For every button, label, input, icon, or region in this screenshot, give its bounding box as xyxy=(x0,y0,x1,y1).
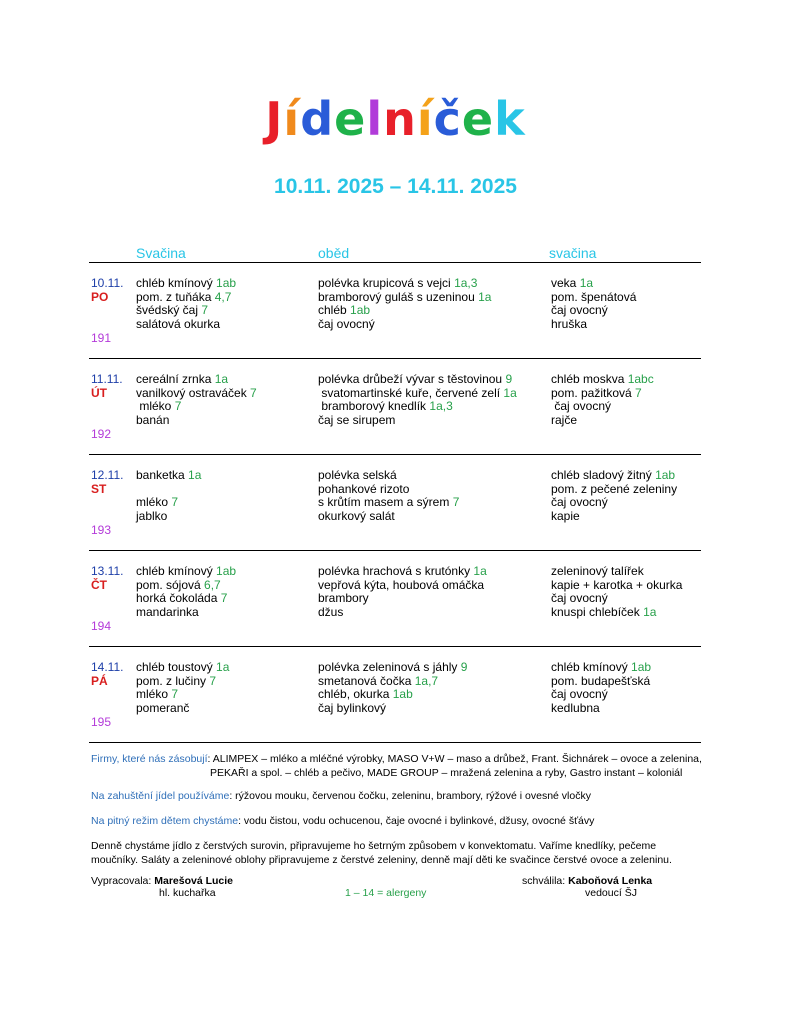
allergen-codes: 6,7 xyxy=(204,577,221,592)
menu-item-text: chléb kmínový xyxy=(136,564,217,578)
menu-item xyxy=(136,373,257,387)
allergen-codes: 1a xyxy=(214,372,229,386)
menu-item-text: pom. z lučiny xyxy=(136,673,210,688)
date-range: 10.11. 2025 – 14.11. 2025 xyxy=(274,175,517,198)
lunch-items xyxy=(318,565,487,619)
title-letter: l xyxy=(366,92,384,146)
menu-item xyxy=(551,291,636,305)
menu-item-text: čaj ovocný xyxy=(551,399,612,414)
afternoon-snack-items xyxy=(551,277,636,331)
menu-item-text: čaj ovocný xyxy=(551,687,608,702)
menu-title xyxy=(0,92,791,146)
day-block xyxy=(0,273,791,369)
allergen-codes: 7 xyxy=(220,591,228,606)
allergen-codes: 1ab xyxy=(216,276,237,290)
menu-item-text: pom. sójová xyxy=(136,577,205,592)
day-block xyxy=(0,561,791,657)
menu-item xyxy=(136,592,236,606)
menu-item xyxy=(318,469,459,483)
suppliers-text-2: PEKAŘI a spol. – chléb a pečivo, MADE GROUP – mražená zelenina a ryby, Gastro instant – koloniál xyxy=(210,766,683,779)
menu-item xyxy=(318,606,487,620)
menu-item xyxy=(551,318,636,332)
afternoon-snack-items xyxy=(551,373,654,427)
lunch-items xyxy=(318,469,459,523)
menu-item xyxy=(318,318,491,332)
menu-item-text: veka xyxy=(551,276,580,290)
allergen-codes: 1a xyxy=(188,468,202,482)
menu-item-text: hruška xyxy=(551,316,588,331)
title-letter: k xyxy=(494,92,526,146)
menu-item xyxy=(318,483,459,497)
allergen-codes: 1a xyxy=(643,604,657,619)
title-letter: í xyxy=(283,92,301,146)
menu-item xyxy=(551,661,651,675)
day-block xyxy=(0,465,791,561)
day-number: 195 xyxy=(91,715,112,729)
menu-item-text: kedlubna xyxy=(551,700,600,715)
menu-item xyxy=(136,565,236,579)
menu-item-text: cereální zrnka xyxy=(136,372,215,386)
menu-item-text: chléb toustový xyxy=(136,660,217,674)
menu-item xyxy=(551,592,682,606)
morning-snack-items xyxy=(136,565,236,619)
menu-item xyxy=(551,483,677,497)
menu-item-text: mandarinka xyxy=(136,604,199,619)
menu-item xyxy=(318,510,459,524)
menu-item xyxy=(136,510,201,524)
menu-item-text: vanilkový ostraváček xyxy=(136,385,251,400)
menu-item xyxy=(136,661,229,675)
menu-item-text: pom. špenátová xyxy=(551,289,637,304)
allergen-codes: 1ab xyxy=(350,303,371,318)
allergen-codes: 1a,3 xyxy=(454,276,478,290)
menu-item xyxy=(551,510,677,524)
day-name: ČT xyxy=(91,577,107,592)
menu-item-text: bramborový knedlík xyxy=(318,399,430,414)
menu-item xyxy=(551,277,636,291)
menu-item-text: pohankové rizoto xyxy=(318,481,410,496)
menu-item-text: čaj ovocný xyxy=(551,591,608,606)
day-name: PÁ xyxy=(91,673,108,688)
menu-item xyxy=(136,400,257,414)
menu-item xyxy=(136,496,201,510)
thicken-text: : rýžovou mouku, červenou čočku, zeleninu, brambory, rýžové i ovesné vločky xyxy=(229,790,591,802)
prepared-label: Vypracovala: xyxy=(91,875,155,887)
prepared-name: Marešová Lucie xyxy=(154,875,234,887)
menu-item-text: čaj bylinkový xyxy=(318,700,387,715)
menu-item xyxy=(551,304,636,318)
menu-item xyxy=(136,304,236,318)
menu-item-text: polévka krupicová s vejci xyxy=(318,276,455,290)
menu-item xyxy=(318,579,487,593)
menu-item xyxy=(136,291,236,305)
menu-item xyxy=(318,702,467,716)
morning-snack-items xyxy=(136,469,201,523)
drink-text: : vodu čistou, vodu ochucenou, čaje ovocné i bylinkové, džusy, ovocné šťávy xyxy=(238,815,595,827)
menu-item-text: zeleninový talířek xyxy=(551,564,644,578)
kitchen-note-line-1: Denně chystáme jídlo z čerstvých surovin, připravujeme ho šetrným způsobem v konvektomatu. Vaříme knedlíky, pečeme xyxy=(91,840,657,852)
day-name: PO xyxy=(91,289,109,304)
menu-item xyxy=(136,579,236,593)
afternoon-snack-items xyxy=(551,469,677,523)
menu-item xyxy=(318,400,517,414)
menu-item-text: pom. budapešťská xyxy=(551,673,651,688)
allergen-codes: 1ab xyxy=(631,660,652,674)
day-date: 10.11. xyxy=(91,276,124,290)
menu-item-text: brambory xyxy=(318,591,369,606)
menu-item-text: jablko xyxy=(136,508,168,523)
menu-item-text: čaj ovocný xyxy=(551,303,608,318)
allergen-codes: 7 xyxy=(635,385,642,400)
allergen-codes: 4,7 xyxy=(214,289,232,304)
menu-item-text: kapie + karotka + okurka xyxy=(551,577,683,592)
menu-item xyxy=(551,688,651,702)
menu-item xyxy=(551,414,654,428)
day-block xyxy=(0,657,791,753)
approved-name: Kaboňová Lenka xyxy=(568,875,653,887)
menu-item xyxy=(136,277,236,291)
title-letter: d xyxy=(300,92,335,146)
menu-item-text: chléb moskva xyxy=(551,372,628,386)
menu-item-text: vepřová kýta, houbová omáčka xyxy=(318,577,485,592)
menu-item xyxy=(318,387,517,401)
allergen-codes: 7 xyxy=(452,495,460,510)
day-number: 191 xyxy=(91,331,112,345)
menu-item xyxy=(551,387,654,401)
menu-item-text: bramborový guláš s uzeninou xyxy=(318,289,479,304)
allergen-codes: 7 xyxy=(250,385,257,400)
menu-item-text: svatomartinské kuře, červené zelí xyxy=(318,385,504,400)
approved-role: vedoucí ŠJ xyxy=(585,887,637,899)
menu-item xyxy=(551,496,677,510)
menu-item-text: okurkový salát xyxy=(318,508,395,523)
menu-item xyxy=(136,483,201,497)
kitchen-note-line-2: moučníky. Saláty a zeleninové oblohy připravujeme z čerstvé zeleniny, denně mají děti ke svačince čerstvé ovoce a zeleninu. xyxy=(91,853,672,866)
suppliers-text: : ALIMPEX – mléko a mléčné výrobky, MASO V+W – maso a drůbež, Frant. Šichnárek – ovoce a zelenina, xyxy=(207,753,702,765)
day-date: 13.11. xyxy=(91,564,124,578)
allergen-codes: 1a,7 xyxy=(414,673,439,688)
menu-item-text: čaj se sirupem xyxy=(318,412,396,427)
menu-item xyxy=(136,414,257,428)
allergen-codes: 7 xyxy=(201,303,209,318)
menu-item-text: polévka selská xyxy=(318,468,397,482)
menu-item-text: knuspi chlebíček xyxy=(551,604,644,619)
title-letter: í xyxy=(416,92,434,146)
day-number: 193 xyxy=(91,523,112,537)
menu-item-text: čaj ovocný xyxy=(318,316,375,331)
afternoon-snack-items xyxy=(551,661,651,715)
lunch-items xyxy=(318,661,467,715)
menu-item-text: džus xyxy=(318,604,344,619)
menu-item-text: mléko xyxy=(136,687,172,702)
morning-snack-items xyxy=(136,277,236,331)
title-letter: e xyxy=(334,92,367,146)
day-block xyxy=(0,369,791,465)
menu-item-text: polévka drůbeží vývar s těstovinou xyxy=(318,372,506,386)
kitchen-note xyxy=(91,840,672,867)
menu-item xyxy=(551,400,654,414)
lunch-items xyxy=(318,373,517,427)
allergen-codes: 9 xyxy=(505,372,513,386)
day-date: 14.11. xyxy=(91,660,124,674)
menu-item-text: s krůtím masem a sýrem xyxy=(318,495,453,510)
menu-item-text: chléb xyxy=(318,303,351,318)
menu-item-text: smetanová čočka xyxy=(318,673,415,688)
menu-item xyxy=(136,387,257,401)
menu-item xyxy=(318,277,491,291)
menu-item xyxy=(318,661,467,675)
menu-item-text: kapie xyxy=(551,508,580,523)
menu-item xyxy=(318,688,467,702)
column-header-lunch: oběd xyxy=(318,245,350,261)
column-header-morning-snack: Svačina xyxy=(136,245,186,261)
menu-item xyxy=(318,675,467,689)
allergen-legend: 1 – 14 = alergeny xyxy=(345,887,427,899)
menu-item xyxy=(551,675,651,689)
thicken-label: Na zahuštění jídel používáme xyxy=(91,790,230,802)
menu-item xyxy=(551,606,682,620)
menu-item xyxy=(136,675,229,689)
menu-item-text: polévka zeleninová s jáhly xyxy=(318,660,461,674)
menu-item-text: pom. z pečené zeleniny xyxy=(551,481,678,496)
menu-item-text: salátová okurka xyxy=(136,316,221,331)
menu-item-text: mléko xyxy=(136,495,172,510)
menu-item xyxy=(136,318,236,332)
allergen-codes: 1abc xyxy=(627,372,654,386)
allergen-codes: 1ab xyxy=(392,687,413,702)
morning-snack-items xyxy=(136,373,257,427)
allergen-codes: 1ab xyxy=(216,564,237,578)
menu-item-text: polévka hrachová s krutónky xyxy=(318,564,474,578)
allergen-codes: 1a xyxy=(473,564,487,578)
suppliers-note xyxy=(91,753,702,780)
allergen-codes: 7 xyxy=(171,687,179,702)
menu-item xyxy=(318,304,491,318)
allergen-codes: 9 xyxy=(460,660,468,674)
lunch-items xyxy=(318,277,491,331)
allergen-codes: 7 xyxy=(209,673,217,688)
drink-label: Na pitný režim dětem chystáme xyxy=(91,815,239,827)
menu-item-text: pom. z tuňáka xyxy=(136,289,215,304)
menu-item xyxy=(318,414,517,428)
allergen-codes: 7 xyxy=(174,399,182,414)
menu-item xyxy=(318,496,459,510)
menu-item-text: chléb kmínový xyxy=(551,660,632,674)
menu-item-text: čaj ovocný xyxy=(551,495,608,510)
menu-item-text: pom. pažitková xyxy=(551,385,636,400)
menu-item xyxy=(136,606,236,620)
day-date: 11.11. xyxy=(91,372,123,386)
menu-item xyxy=(551,565,682,579)
menu-item xyxy=(551,579,682,593)
divider xyxy=(89,262,701,263)
title-letter: č xyxy=(433,92,462,146)
menu-item-text: chléb, okurka xyxy=(318,687,393,702)
menu-item xyxy=(318,291,491,305)
menu-item xyxy=(551,702,651,716)
day-name: ÚT xyxy=(91,385,107,400)
day-date: 12.11. xyxy=(91,468,124,482)
afternoon-snack-items xyxy=(551,565,682,619)
menu-item-text: rajče xyxy=(551,412,578,427)
title-letter: J xyxy=(265,92,284,146)
allergen-codes: 1a xyxy=(579,276,594,290)
menu-item-text: švédský čaj xyxy=(136,303,202,318)
menu-item-text: banketka xyxy=(136,468,189,482)
menu-item xyxy=(318,592,487,606)
allergen-codes: 1a,3 xyxy=(429,399,453,414)
menu-item xyxy=(551,373,654,387)
title-letter: n xyxy=(383,92,417,146)
allergen-codes: 1a xyxy=(216,660,230,674)
drinking-note xyxy=(91,815,594,829)
menu-item xyxy=(551,469,677,483)
menu-item xyxy=(136,702,229,716)
menu-item-text: banán xyxy=(136,412,170,427)
menu-item-text: chléb sladový žitný xyxy=(551,468,656,482)
thickening-note xyxy=(91,790,591,804)
allergen-codes: 1a xyxy=(478,289,492,304)
allergen-codes: 1a xyxy=(503,385,517,400)
menu-item-text: horká čokoláda xyxy=(136,591,221,606)
day-name: ST xyxy=(91,481,107,496)
menu-item xyxy=(318,373,517,387)
approved-label: schválila: xyxy=(522,875,569,887)
menu-item xyxy=(136,688,229,702)
menu-item xyxy=(318,565,487,579)
day-number: 192 xyxy=(91,427,112,441)
allergen-codes: 7 xyxy=(171,495,179,510)
suppliers-label: Firmy, které nás zásobují xyxy=(91,753,208,765)
menu-item-text: chléb kmínový xyxy=(136,276,217,290)
morning-snack-items xyxy=(136,661,229,715)
menu-item-text: pomeranč xyxy=(136,700,190,715)
prepared-role: hl. kuchařka xyxy=(159,887,216,899)
allergen-codes: 1ab xyxy=(655,468,676,482)
day-number: 194 xyxy=(91,619,112,633)
menu-item-text: mléko xyxy=(136,399,175,414)
column-header-afternoon-snack: svačina xyxy=(549,245,597,261)
title-letter: e xyxy=(461,92,495,146)
menu-item xyxy=(136,469,201,483)
